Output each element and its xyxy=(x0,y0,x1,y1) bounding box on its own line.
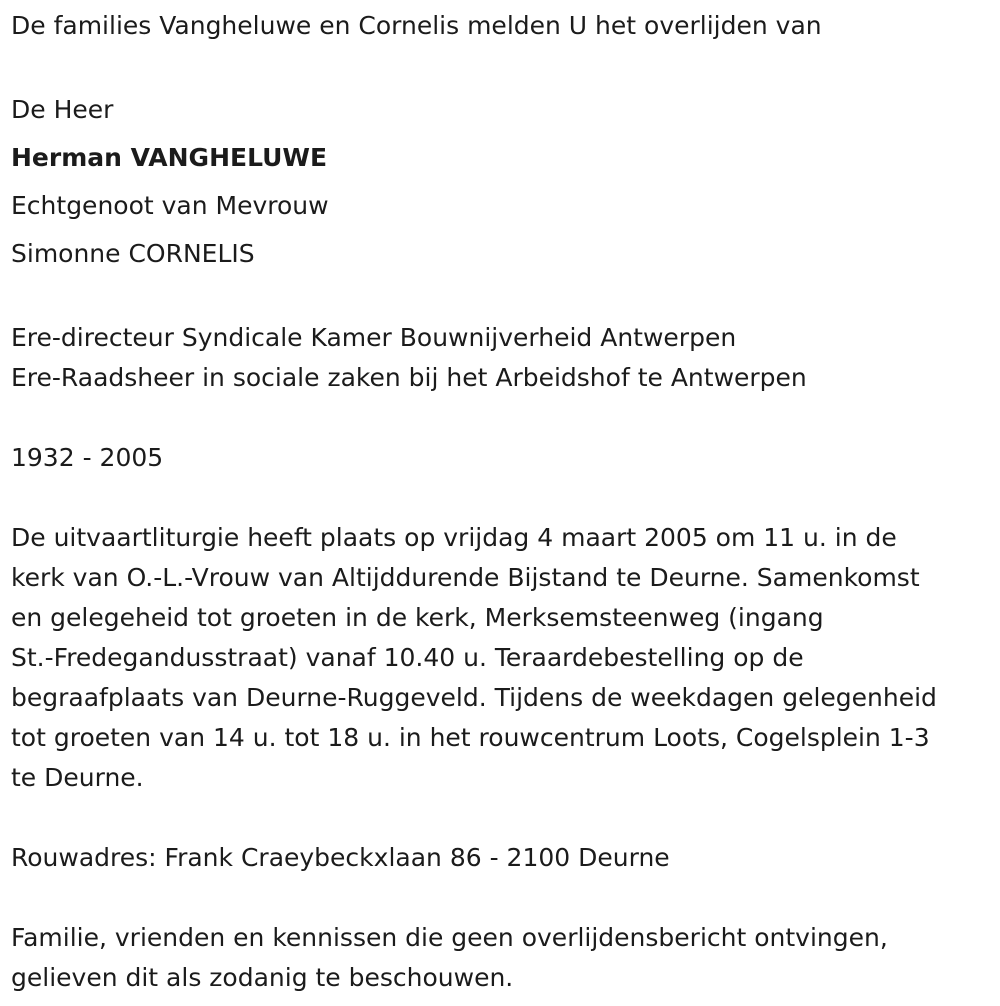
funeral-details xyxy=(11,518,996,798)
spouse-name: Simonne CORNELIS xyxy=(11,239,255,268)
spacer xyxy=(11,46,996,86)
spacer xyxy=(11,278,996,318)
title-line: Ere-Raadsheer in sociale zaken bij het Arbeidshof te Antwerpen xyxy=(11,363,807,392)
titles-block xyxy=(11,318,996,398)
deceased-name: Herman VANGHELUWE xyxy=(11,143,328,172)
funeral-line: tot groeten van 14 u. tot 18 u. in het rouwcentrum Loots, Cogelsplein 1-3 xyxy=(11,723,930,752)
spacer xyxy=(11,398,996,438)
funeral-line: De uitvaartliturgie heeft plaats op vrijdag 4 maart 2005 om 11 u. in de xyxy=(11,523,897,552)
spacer xyxy=(11,878,996,918)
funeral-line: en gelegeheid tot groeten in de kerk, Merksemsteenweg (ingang xyxy=(11,603,824,632)
title-line: Ere-directeur Syndicale Kamer Bouwnijverheid Antwerpen xyxy=(11,323,737,352)
closing-line: gelieven dit als zodanig te beschouwen. xyxy=(11,963,514,992)
funeral-line: te Deurne. xyxy=(11,763,144,792)
obituary-notice xyxy=(11,0,996,998)
mourning-address: Rouwadres: Frank Craeybeckxlaan 86 - 2100 Deurne xyxy=(11,843,670,872)
deceased-block xyxy=(11,86,996,278)
funeral-line: kerk van O.-L.-Vrouw van Altijddurende Bijstand te Deurne. Samenkomst xyxy=(11,563,920,592)
salutation: De Heer xyxy=(11,95,114,124)
spacer xyxy=(11,478,996,518)
funeral-line: St.-Fredegandusstraat) vanaf 10.40 u. Teraardebestelling op de xyxy=(11,643,804,672)
spouse-intro: Echtgenoot van Mevrouw xyxy=(11,191,329,220)
announcement-text: De families Vangheluwe en Cornelis melden U het overlijden van xyxy=(11,11,822,40)
spacer xyxy=(11,798,996,838)
life-years: 1932 - 2005 xyxy=(11,443,164,472)
closing-line: Familie, vrienden en kennissen die geen overlijdensbericht ontvingen, xyxy=(11,923,888,952)
closing-note xyxy=(11,918,996,998)
funeral-line: begraafplaats van Deurne-Ruggeveld. Tijdens de weekdagen gelegenheid xyxy=(11,683,937,712)
